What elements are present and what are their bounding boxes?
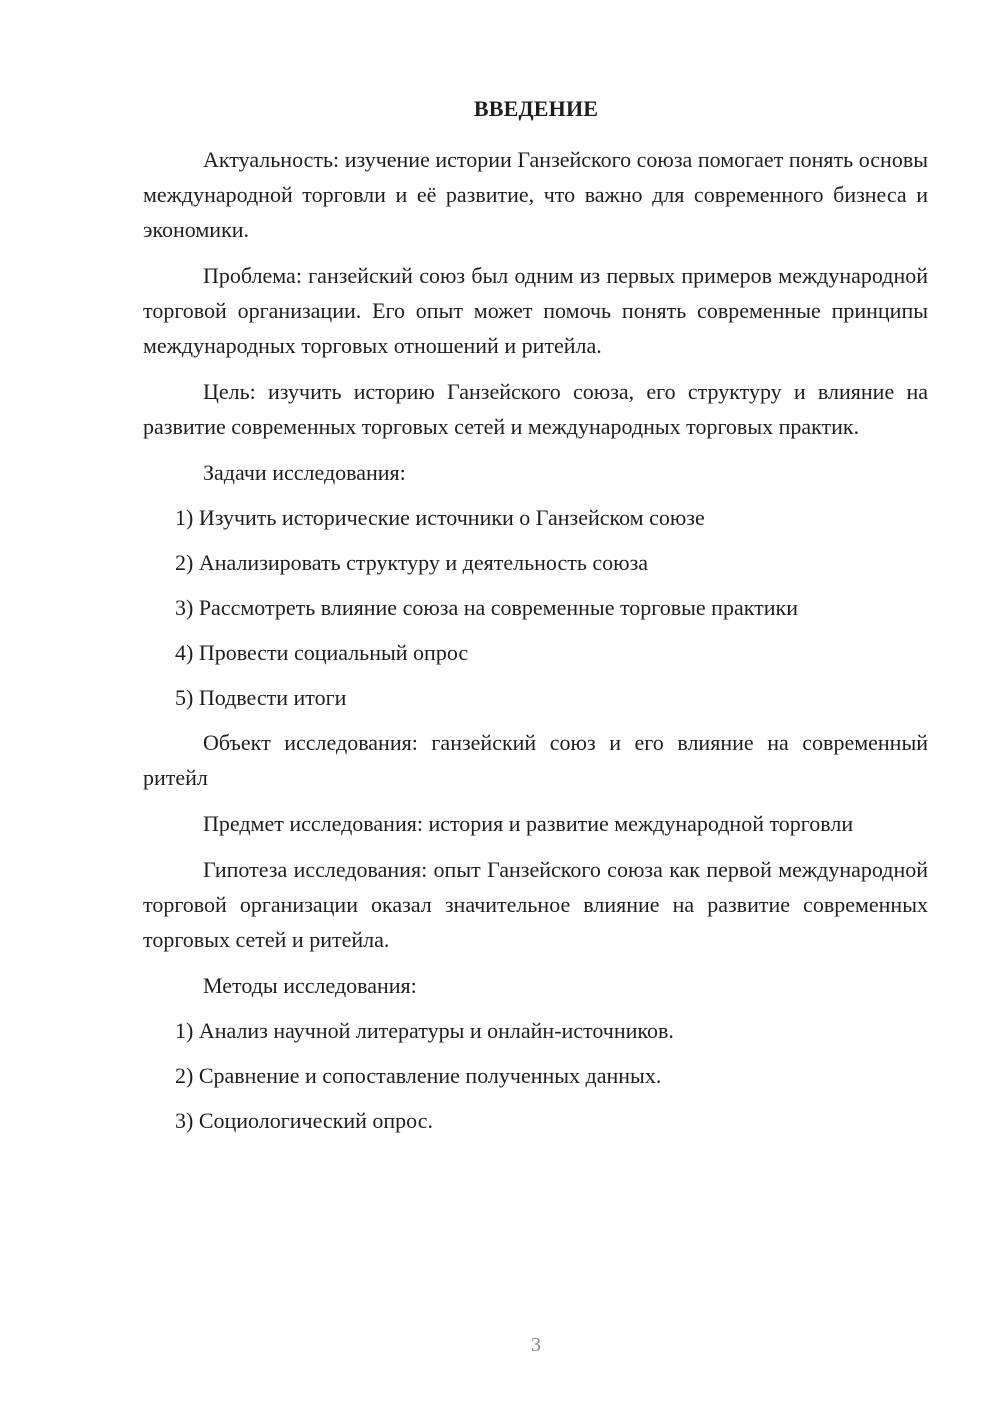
task-item: 1) Изучить исторические источники о Ганзейском союзе [175,505,705,530]
tasks-title: Задачи исследования: [203,460,406,485]
page-number: 3 [531,1334,541,1356]
method-item: 1) Анализ научной литературы и онлайн-источников. [175,1018,674,1043]
paragraph-subject: Предмет исследования: история и развитие международной торговли [203,811,854,836]
methods-title: Методы исследования: [203,973,417,998]
task-item: 2) Анализировать структуру и деятельность союза [175,550,649,575]
paragraph-problem: Проблема: ганзейский союз был одним из первых примеров международной торговой организации. Его опыт может помочь понять современные принципы международных торговых отношений и ритейла. [143,263,928,358]
task-item: 5) Подвести итоги [175,685,347,710]
paragraph-goal: Цель: изучить историю Ганзейского союза, его структуру и влияние на развитие современных торговых сетей и международных торговых практик. [143,379,928,439]
paragraph-hypothesis: Гипотеза исследования: опыт Ганзейского союза как первой международной торговой организации оказал значительное влияние на развитие современных торговых сетей и ритейла. [143,857,928,952]
paragraph-object: Объект исследования: ганзейский союз и его влияние на современный ритейл [143,730,928,790]
document-body [143,142,928,1138]
page-title: ВВЕДЕНИЕ [473,96,599,121]
method-item: 3) Социологический опрос. [175,1108,433,1133]
task-item: 4) Провести социальный опрос [175,640,469,665]
method-item: 2) Сравнение и сопоставление полученных данных. [175,1063,662,1088]
paragraph-relevance: Актуальность: изучение истории Ганзейского союза помогает понять основы международной торговли и её развитие, что важно для современного бизнеса и экономики. [143,147,928,242]
task-item: 3) Рассмотреть влияние союза на современные торговые практики [175,595,798,620]
